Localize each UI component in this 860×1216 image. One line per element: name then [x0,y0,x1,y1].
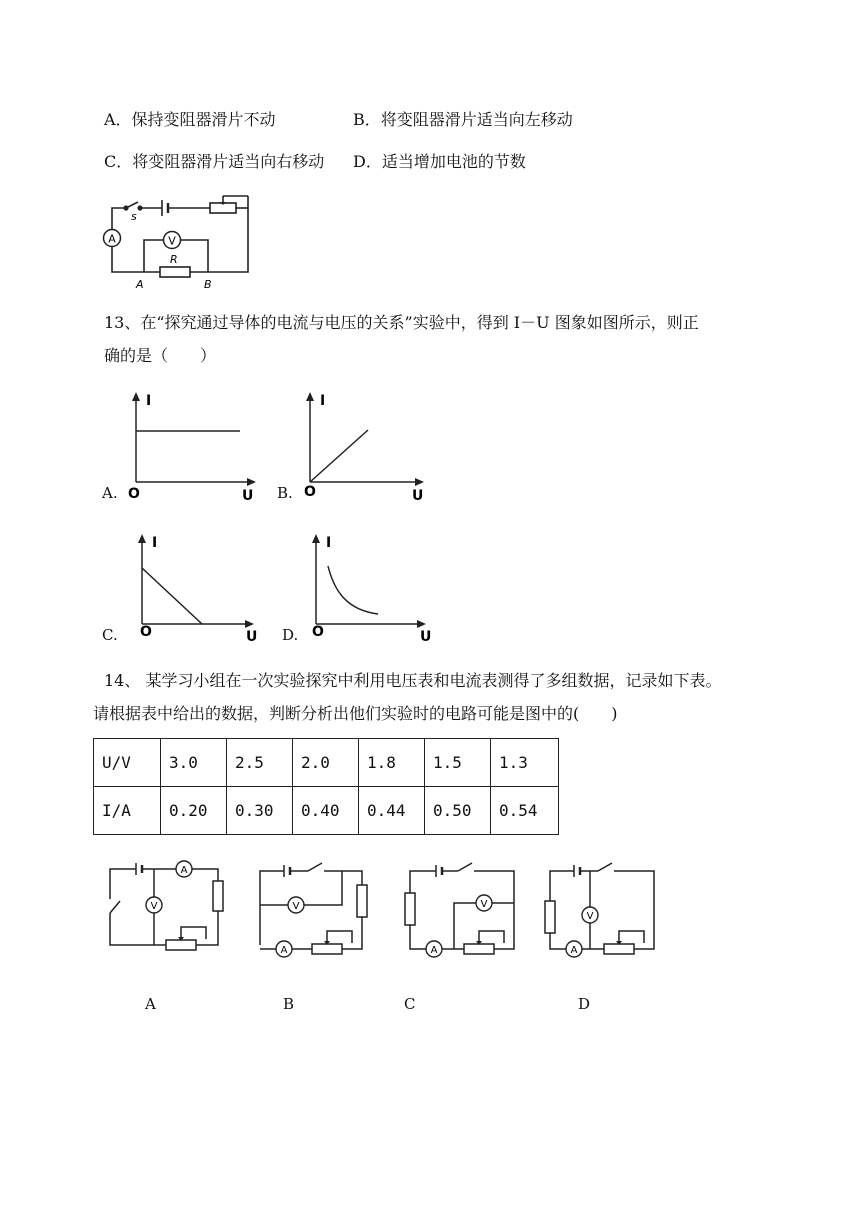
q12-ammeter-symbol: A [108,232,116,246]
q13-graph-b [300,390,440,505]
table-cell: U/V [94,739,161,787]
table-cell: 0.30 [227,787,293,835]
q14-circuit-b-voltmeter: V [292,901,300,912]
table-cell: 2.0 [293,739,359,787]
q12-point-a-label: A [136,278,144,291]
q12-option-b: B．将变阻器滑片适当向左移动 [353,110,573,129]
q13-graph-b-y-axis-label: I [320,393,326,409]
q13-graph-a-y-axis-label: I [146,393,152,409]
table-cell: 0.40 [293,787,359,835]
q14-circuit-b [250,853,380,958]
table-cell: 3.0 [161,739,227,787]
q13-graph-d-x-axis-label: U [420,629,432,645]
q14-data-table [93,738,559,835]
table-row-current [94,787,559,835]
q13-graph-c-y-axis-label: I [152,535,158,551]
q12-switch-label: s [131,210,137,223]
q13-graph-b-option-label: B. [277,484,293,502]
q14-circuit-c-label: C [404,995,416,1013]
q13-graph-d-y-axis-label: I [326,535,332,551]
q14-circuit-a-ammeter: A [180,865,188,876]
q13-graph-c-option-label: C. [102,626,118,644]
q13-graph-d-option-label: D. [282,626,299,644]
q14-circuit-b-label: B [283,995,295,1013]
table-cell: 0.44 [359,787,425,835]
table-cell: 1.3 [491,739,559,787]
q13-graph-b-origin-label: O [304,484,316,500]
q14-circuit-a-voltmeter: V [150,901,158,912]
table-cell: 0.54 [491,787,559,835]
q13-graph-a-origin-label: O [128,486,140,502]
q12-resistor-label: R [170,253,178,266]
q12-voltmeter-symbol: V [168,234,176,248]
table-cell: 0.50 [425,787,491,835]
q14-stem-line-2: 请根据表中给出的数据，判断分析出他们实验时的电路可能是图中的( ) [93,704,618,723]
table-cell: 2.5 [227,739,293,787]
q13-graph-d-origin-label: O [312,624,324,640]
q13-graph-c [132,530,272,645]
q13-graph-a [126,390,266,505]
table-cell: I/A [94,787,161,835]
table-cell: 1.5 [425,739,491,787]
q13-graph-b-x-axis-label: U [412,488,424,504]
q14-circuit-d-voltmeter: V [586,911,594,922]
q14-circuit-c-ammeter: A [430,945,438,956]
q13-graph-d [306,530,446,645]
table-cell: 1.8 [359,739,425,787]
q14-circuit-a-label: A [145,995,156,1013]
q12-circuit-diagram [98,190,278,295]
q13-stem-line-1: 13、在“探究通过导体的电流与电压的关系”实验中，得到 I－U 图象如图所示，则正 [104,313,699,332]
q14-circuit-b-ammeter: A [280,945,288,956]
q12-option-a: A．保持变阻器滑片不动 [104,110,276,129]
q14-circuit-c [398,853,528,958]
q13-graph-a-option-label: A. [102,484,118,502]
q14-circuit-a [100,853,230,958]
q13-stem-line-2: 确的是（ ） [104,346,217,365]
q14-circuit-d-label: D [578,995,591,1013]
q14-circuit-c-voltmeter: V [480,899,488,910]
q13-graph-c-origin-label: O [140,624,152,640]
q12-point-b-label: B [204,278,212,291]
q12-option-c: C．将变阻器滑片适当向右移动 [104,152,325,171]
table-cell: 0.20 [161,787,227,835]
q14-stem-line-1: 14、 某学习小组在一次实验探究中利用电压表和电流表测得了多组数据，记录如下表。 [104,671,722,690]
q12-option-d: D．适当增加电池的节数 [353,152,526,171]
q14-circuit-d [538,853,668,958]
q13-graph-c-x-axis-label: U [246,629,258,645]
q13-graph-a-x-axis-label: U [242,488,254,504]
q14-circuit-d-ammeter: A [570,945,578,956]
table-row-voltage [94,739,559,787]
